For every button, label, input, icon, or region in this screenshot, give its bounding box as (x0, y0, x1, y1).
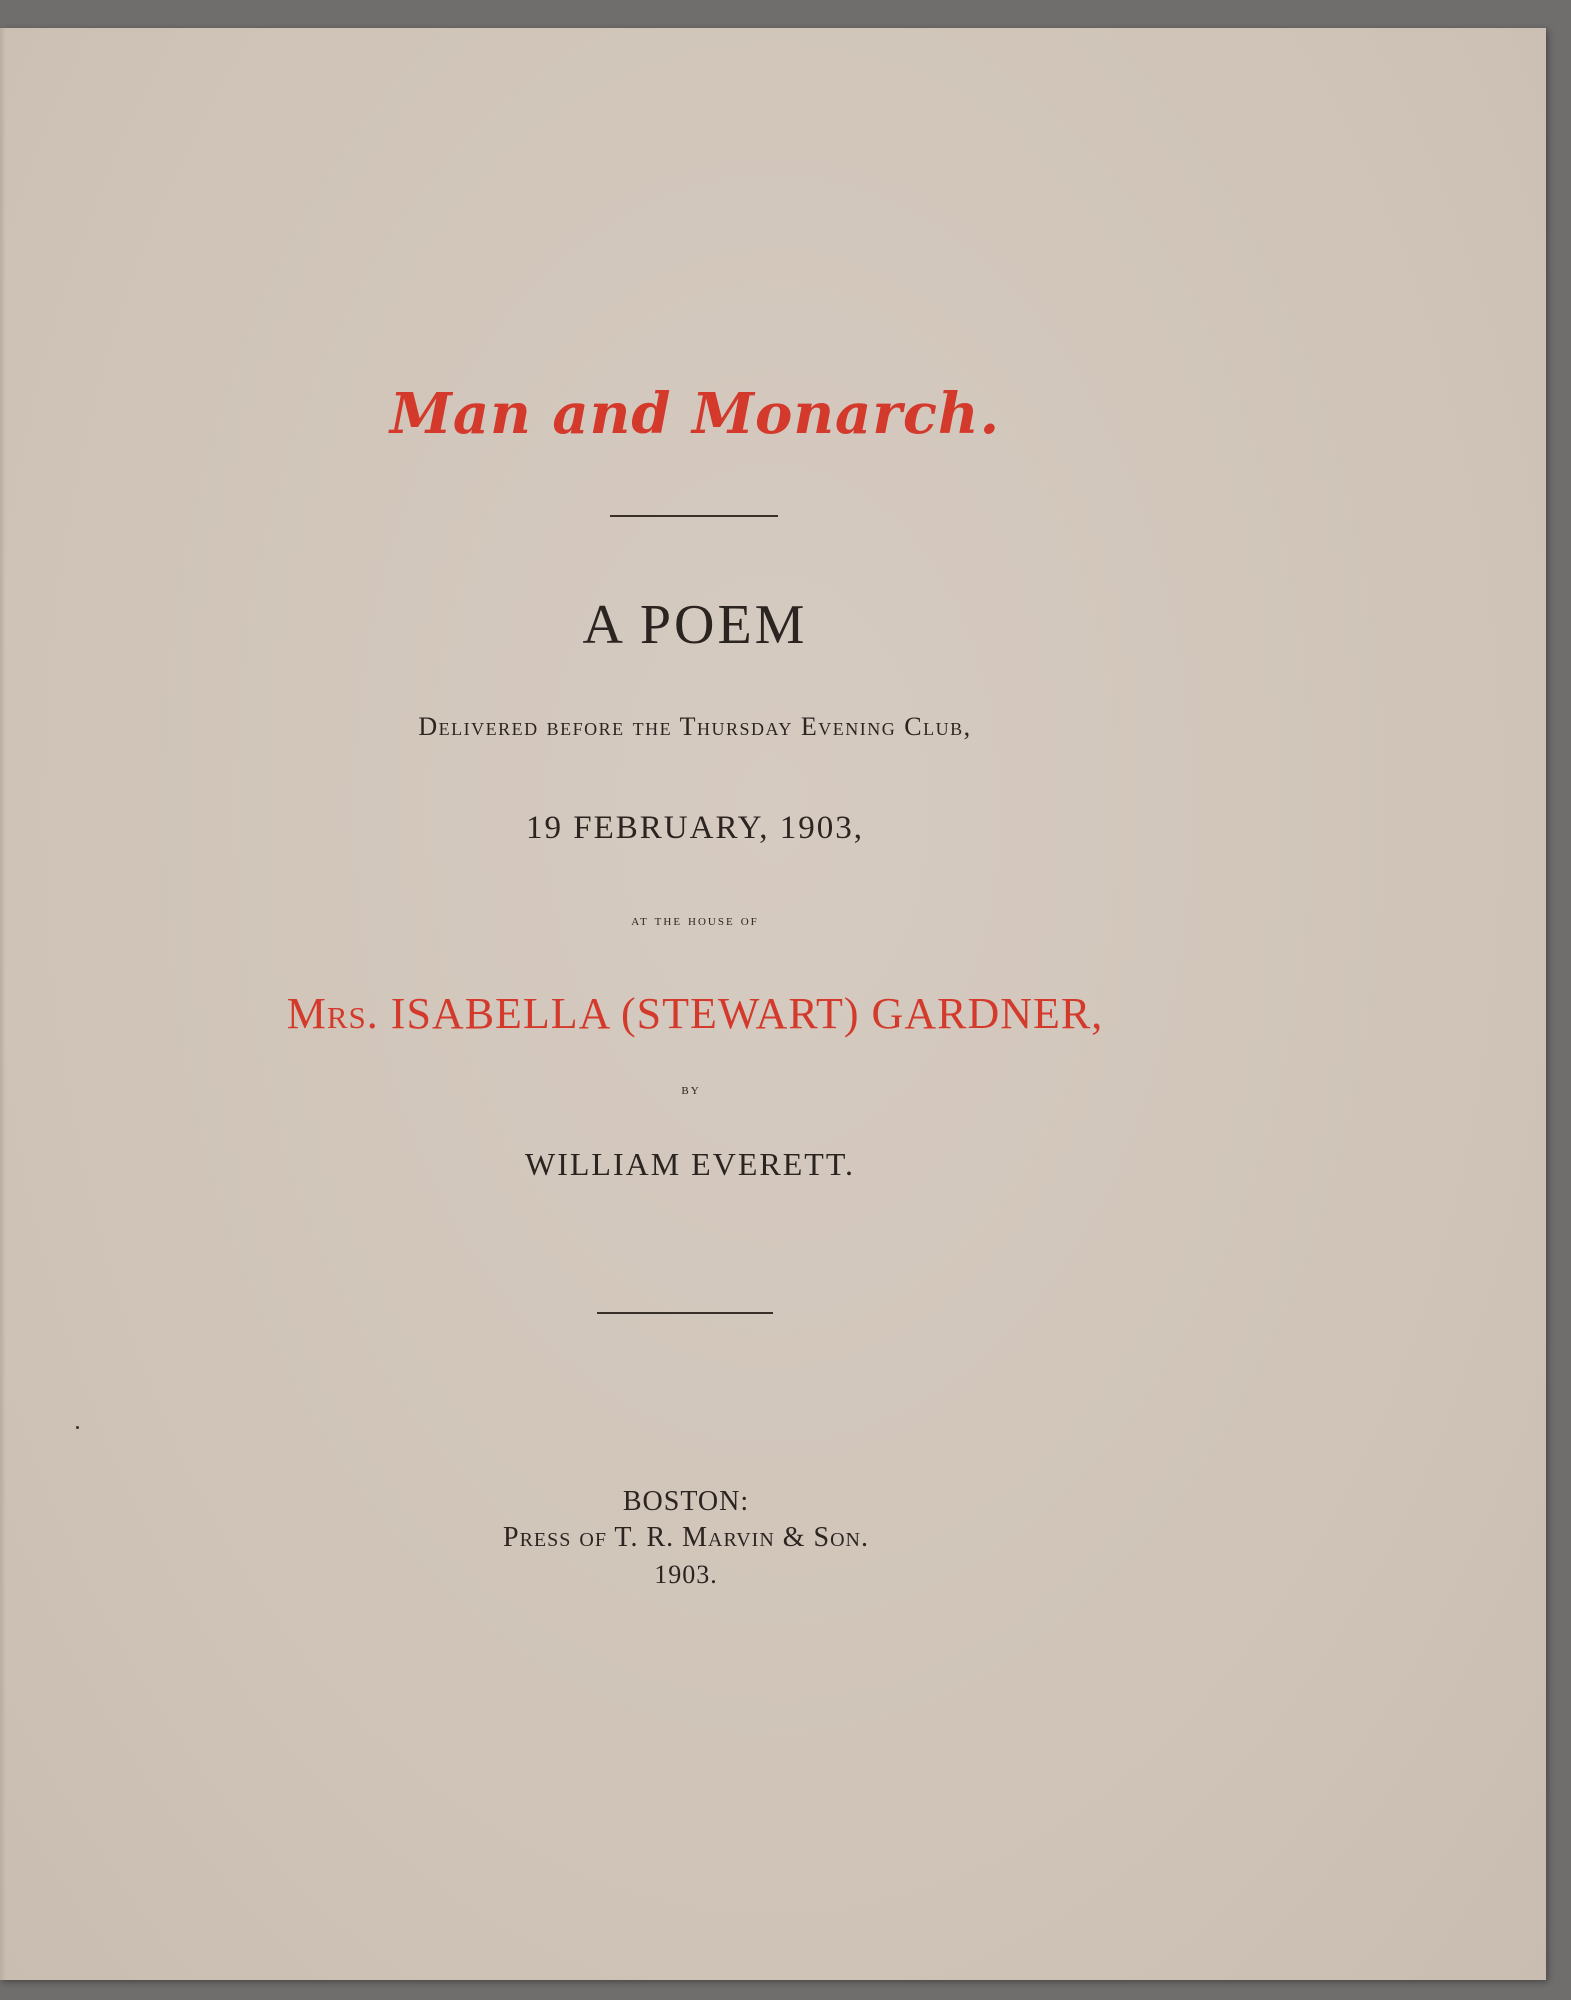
date-line: 19 FEBRUARY, 1903, (526, 810, 864, 846)
imprint-press: Press of T. R. Marvin & Son. (503, 1522, 869, 1553)
hostess-name: ISABELLA (STEWART) GARDNER, (390, 989, 1104, 1038)
imprint-city: BOSTON: (622, 1486, 750, 1517)
subtitle: A POEM (582, 594, 808, 656)
imprint-year: 1903. (654, 1560, 718, 1589)
title-page (0, 28, 1546, 1980)
book-title: Man and Monarch. (389, 381, 1001, 447)
by-line: by (681, 1082, 701, 1098)
hostess-line (0, 988, 1390, 1039)
hostess-prefix: Mrs. (286, 989, 379, 1038)
divider-rule-bottom (597, 1312, 773, 1314)
at-house-line: at the house of (631, 912, 759, 929)
delivered-line: Delivered before the Thursday Evening Club, (418, 712, 972, 741)
author-name: WILLIAM EVERETT. (525, 1146, 855, 1182)
divider-rule-top (610, 515, 778, 517)
paper-speck (76, 1426, 79, 1429)
